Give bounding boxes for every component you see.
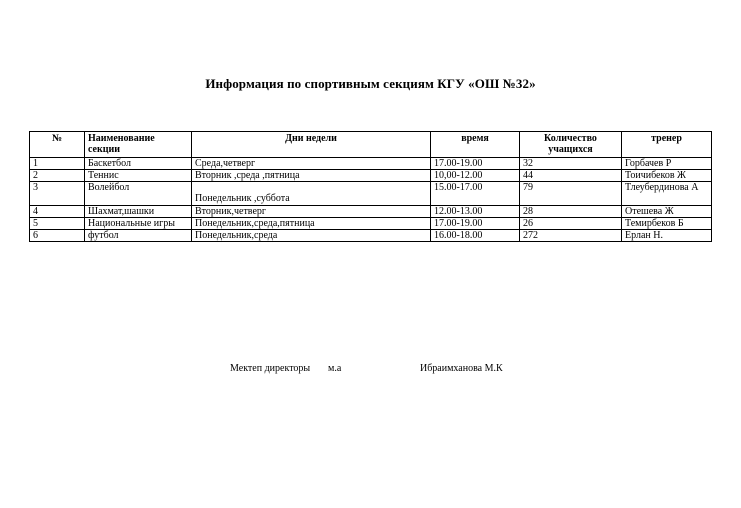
document-title: Информация по спортивным секциям КГУ «ОШ №32» <box>205 76 536 91</box>
header-number: № <box>30 132 85 158</box>
header-coach: тренер <box>622 132 712 158</box>
table-row <box>30 230 712 242</box>
row-section-name: Теннис <box>85 170 192 182</box>
row-student-count: 32 <box>520 158 622 170</box>
table-row <box>30 218 712 230</box>
row-coach: Горбачев Р <box>622 158 712 170</box>
header-section-name: Наименование секции <box>85 132 192 158</box>
row-days: Понедельник,среда,пятница <box>192 218 431 230</box>
row-number: 1 <box>30 158 85 170</box>
table-header-row <box>30 132 712 158</box>
row-time: 15.00-17.00 <box>431 182 520 206</box>
row-section-name: Шахмат,шашки <box>85 206 192 218</box>
row-coach: Темирбеков Б <box>622 218 712 230</box>
row-section-name: Волейбол <box>85 182 192 206</box>
row-number: 4 <box>30 206 85 218</box>
signature-stamp: м.а <box>328 363 342 374</box>
row-student-count: 272 <box>520 230 622 242</box>
table-row <box>30 182 712 206</box>
row-student-count: 79 <box>520 182 622 206</box>
signature-position: Мектеп директоры <box>230 363 311 374</box>
row-number: 5 <box>30 218 85 230</box>
row-section-name: Национальные игры <box>85 218 192 230</box>
header-days: Дни недели <box>192 132 431 158</box>
row-student-count: 26 <box>520 218 622 230</box>
row-student-count: 44 <box>520 170 622 182</box>
row-coach: Тлеубердинова А <box>622 182 712 206</box>
sports-sections-table <box>29 131 712 242</box>
row-days <box>192 182 431 206</box>
row-number: 2 <box>30 170 85 182</box>
table-row <box>30 206 712 218</box>
table-row <box>30 158 712 170</box>
row-time: 17.00-19.00 <box>431 218 520 230</box>
row-time: 10,00-12.00 <box>431 170 520 182</box>
row-number: 6 <box>30 230 85 242</box>
row-time: 17.00-19.00 <box>431 158 520 170</box>
row-days: Вторник ,среда ,пятница <box>192 170 431 182</box>
row-coach: Ерлан Н. <box>622 230 712 242</box>
row-days-text: Понедельник ,суббота <box>195 193 290 204</box>
row-time: 16.00-18.00 <box>431 230 520 242</box>
row-section-name: Баскетбол <box>85 158 192 170</box>
row-coach: Отешева Ж <box>622 206 712 218</box>
row-section-name: футбол <box>85 230 192 242</box>
row-coach: Тоичибеков Ж <box>622 170 712 182</box>
row-time: 12.00-13.00 <box>431 206 520 218</box>
header-student-count: Количество учащихся <box>520 132 622 158</box>
signature-name: Ибраимханова М.К <box>420 363 503 374</box>
header-time: время <box>431 132 520 158</box>
row-number: 3 <box>30 182 85 206</box>
table-row <box>30 170 712 182</box>
row-days: Среда,четверг <box>192 158 431 170</box>
row-student-count: 28 <box>520 206 622 218</box>
row-days: Понедельник,среда <box>192 230 431 242</box>
row-days: Вторник,четверг <box>192 206 431 218</box>
